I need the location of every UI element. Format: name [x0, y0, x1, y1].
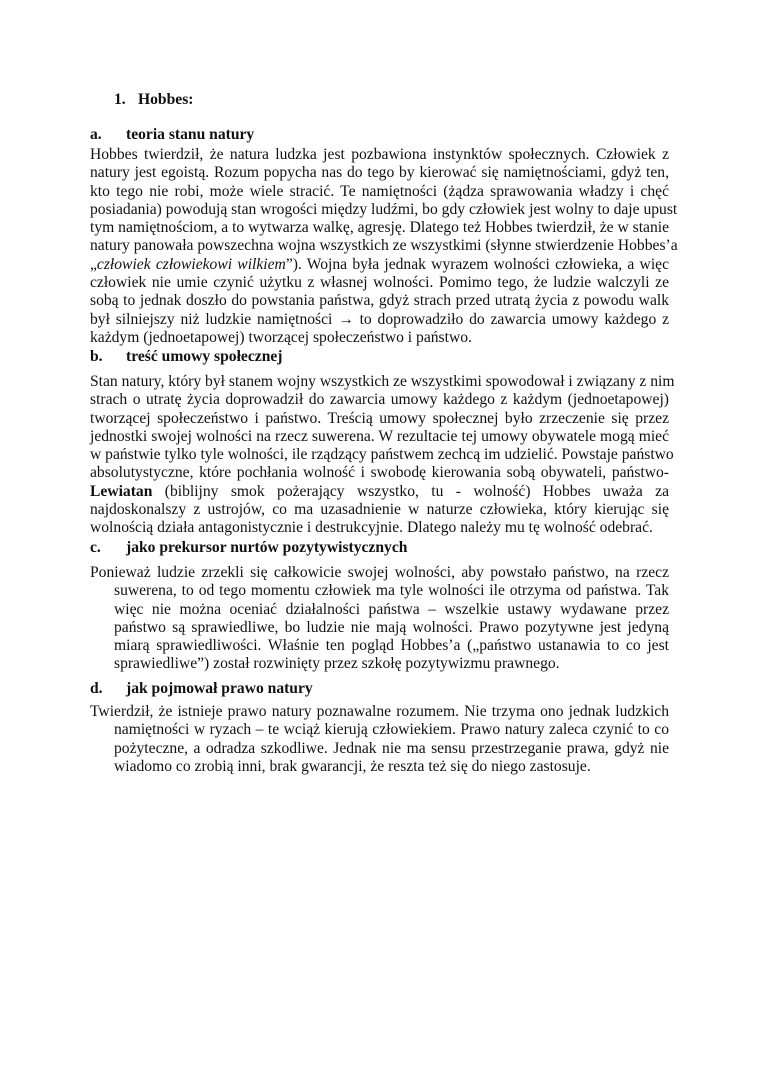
- text-line: był silniejszy niż ludzkie namiętności → to doprowadziło do zawarcia umowy każdego z: [90, 310, 669, 328]
- text-line: w państwie tylko tyle wolności, ile rządzący państwem zechcą im udzielić. Powstaje państwo: [90, 446, 674, 464]
- section-paragraph: [90, 146, 678, 347]
- document-title: [114, 91, 193, 109]
- text-line: najdoskonalszy z ustrojów, co ma uzasadnienie w naturze człowieka, który kierując się: [90, 501, 669, 519]
- text-line: wiadomo co zrobią inni, brak gwarancji, że reszta też się do niego zastosuje.: [114, 757, 591, 775]
- text-line: miarą sprawiedliwości. Właśnie ten pogląd Hobbes’a („państwo ustanawia to co jest: [114, 637, 669, 655]
- text-segment: „: [90, 255, 97, 273]
- section-a: [90, 126, 678, 347]
- text-line: kto tego nie robi, może wiele stracić. Te namiętności (żądza sprawowania władzy i chęć: [90, 182, 669, 200]
- italic-quote: człowiek człowiekowi wilkiem: [96, 255, 286, 273]
- bold-term: Lewiatan: [90, 482, 153, 500]
- text-segment: (biblijny smok pożerający wszystko, tu - wolność) Hobbes uważa za: [152, 482, 669, 500]
- text-line: posiadania) powodują stan wrogości między ludźmi, bo gdy człowiek jest wolny to daje upust: [90, 200, 678, 218]
- section-letter: c.: [90, 539, 101, 556]
- text-line: strach o utratę życia doprowadził do zawarcia umowy każdego z każdym (jednoetapowej): [90, 391, 669, 409]
- text-line: Ponieważ ludzie zrzekli się całkowicie swojej wolności, aby powstało państwo, na rzecz: [90, 564, 669, 581]
- text-line: [90, 483, 669, 501]
- section-heading: [90, 680, 669, 698]
- section-paragraph: [90, 373, 675, 538]
- text-line: państwo są sprawiedliwe, bo ludzie nie mają wolności. Prawo pozytywne jest jedyną: [114, 618, 669, 636]
- text-line: Stan natury, który był stanem wojny wszystkich ze wszystkimi spowodował i związany z nim: [90, 373, 675, 390]
- text-line: Twierdził, że istnieje prawo natury poznawalne rozumem. Nie trzyma ono jednak ludzkich: [90, 703, 669, 720]
- section-heading: [90, 539, 669, 557]
- section-heading: [90, 126, 669, 144]
- text-line: suwerena, to od tego momentu człowiek ma tyle wolności ile otrzyma od państwa. Tak: [114, 582, 669, 600]
- text-line: tworzącej społeczeństwo i państwo. Treścią umowy społecznej było zrzeczenie się przez: [90, 409, 669, 427]
- text-line: sobą to jednak doszło do powstania państwa, gdyż strach przed utratą życia z powodu walk: [90, 292, 669, 310]
- title-text: Hobbes:: [138, 91, 194, 108]
- section-letter: d.: [90, 680, 103, 697]
- text-line: tym namiętnościom, a to wytwarza walkę, agresję. Dlatego też Hobbes twierdził, że w stanie: [90, 219, 669, 237]
- text-line: absolutystyczne, które pochłania wolność i swobodę kierowania sobą obywateli, państwo-: [90, 464, 669, 482]
- section-letter: a.: [90, 126, 102, 143]
- text-line: człowiek nie umie czynić użytku z własnej wolności. Pomimo tego, że ludzie walczyli ze: [90, 274, 669, 292]
- title-number: 1.: [114, 91, 126, 108]
- section-heading-text: teoria stanu natury: [126, 126, 255, 143]
- section-b: [90, 348, 675, 538]
- text-line: natury panowała powszechna wojna wszystkich ze wszystkimi (słynne stwierdzenie Hobbes’a: [90, 237, 678, 255]
- section-c: [90, 539, 669, 674]
- text-line: każdym (jednoetapowej) tworzącej społeczeństwo i państwo.: [90, 328, 472, 346]
- text-line: wolnością działa antagonistycznie i destrukcyjnie. Dlatego należy mu tę wolność odebrać.: [90, 519, 653, 537]
- section-heading-text: jak pojmował prawo natury: [126, 680, 313, 697]
- text-line: namiętności w ryzach – te wciąż kierują człowiekiem. Prawo natury zaleca czynić to co: [114, 721, 669, 739]
- section-d: [90, 680, 669, 776]
- section-letter: b.: [90, 348, 103, 365]
- text-line: jednostki swojej wolności na rzecz suwerena. W rezultacie tej umowy obywatele mogą mieć: [90, 427, 669, 445]
- section-heading-text: jako prekursor nurtów pozytywistycznych: [126, 539, 408, 556]
- section-paragraph: [90, 564, 669, 674]
- section-heading: [90, 348, 669, 366]
- text-line: sprawiedliwe”) został rozwinięty przez szkołę pozytywizmu prawnego.: [114, 655, 560, 673]
- text-segment: ”). Wojna była jednak wyrazem wolności człowieka, a więc: [285, 255, 669, 273]
- text-line: [90, 256, 669, 274]
- section-paragraph: [90, 703, 669, 776]
- text-line: pożyteczne, a odradza szkodliwe. Jednak nie ma sensu przestrzeganie prawa, gdyż nie: [114, 739, 669, 757]
- text-line: natury jest egoistą. Rozum popycha nas do tego by kierować się namiętnościami, gdyż ten,: [90, 164, 669, 182]
- text-line: Hobbes twierdził, że natura ludzka jest pozbawiona instynktów społecznych. Człowiek z: [90, 146, 669, 163]
- text-line: więc nie można oceniać działalności państwa – wszelkie ustawy wydawane przez: [114, 600, 669, 618]
- section-heading-text: treść umowy społecznej: [126, 348, 283, 365]
